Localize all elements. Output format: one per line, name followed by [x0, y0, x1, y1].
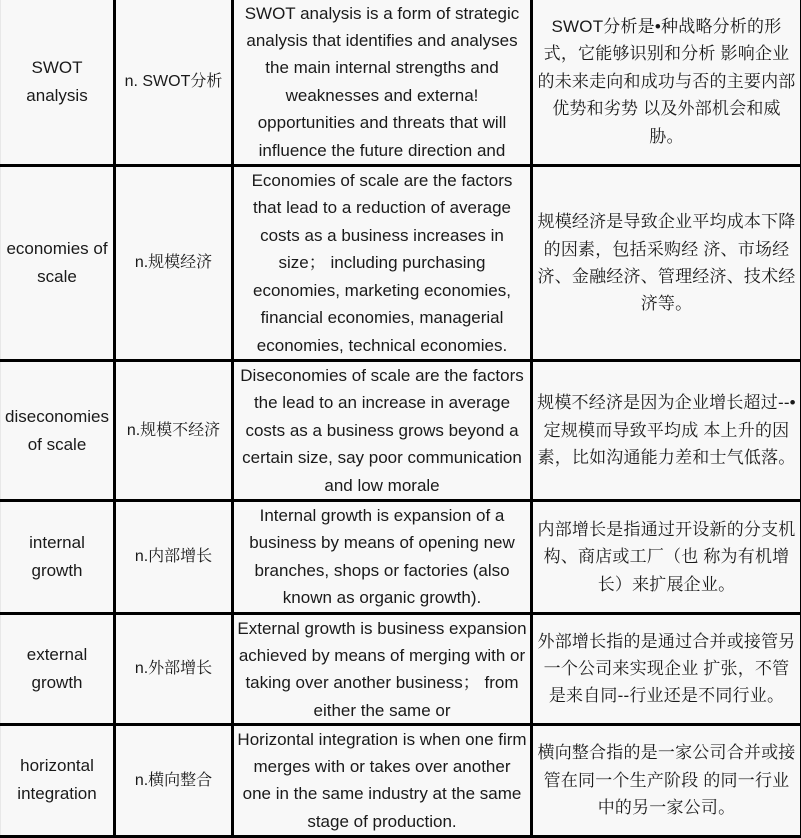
term-cell: SWOT analysis: [1, 0, 115, 166]
table-row: [1, 501, 801, 614]
definition-cell: [233, 613, 532, 724]
definition-cell: [233, 724, 532, 837]
table-row: [1, 166, 801, 361]
definition-text: External growth is business expansion achieved by means of merging with or taking over another business； from either the same or: [237, 615, 527, 723]
translation-cell: n.规模经济: [115, 166, 233, 361]
term-cell: horizontal integration: [1, 724, 115, 837]
translation-cell: n.横向整合: [115, 724, 233, 837]
table-row: [1, 361, 801, 501]
translation-cell: n.外部增长: [115, 613, 233, 724]
term-cell: internal growth: [1, 501, 115, 614]
chinese-explanation-cell: SWOT分析是•种战略分析的形式，它能够识别和分析 影响企业的未来走向和成功与否的主要内部优势和劣势 以及外部机会和威胁。: [532, 0, 801, 166]
table-row: [1, 0, 801, 166]
definition-cell: [233, 501, 532, 614]
chinese-explanation-cell: 内部增长是指通过开设新的分支机构、商店或工厂（也 称为有机增长）来扩展企业。: [532, 501, 801, 614]
definition-text: Internal growth is expansion of a business by means of opening new branches, shops or factories (also known as organic growth).: [237, 502, 527, 612]
definition-text: SWOT analysis is a form of strategic analysis that identifies and analyses the main internal strengths and weaknesses and externa! opportunities and threats that will influence the future direction and: [237, 0, 527, 164]
term-cell: external growth: [1, 613, 115, 724]
term-cell: diseconomies of scale: [1, 361, 115, 501]
term-cell: economies of scale: [1, 166, 115, 361]
chinese-explanation-cell: 外部增长指的是通过合并或接管另一个公司来实现企业 扩张，不管是来自同--行业还是不同行业。: [532, 613, 801, 724]
chinese-explanation-cell: 规模经济是导致企业平均成本下降的因素，包括采购经 济、市场经济、金融经济、管理经济、技术经济等。: [532, 166, 801, 361]
definition-cell: [233, 166, 532, 361]
table-row: [1, 613, 801, 724]
translation-cell: n.内部增长: [115, 501, 233, 614]
definition-text: Diseconomies of scale are the factors the lead to an increase in average costs as a business grows beyond a certain size, say poor communication and low morale: [237, 362, 527, 499]
definition-text: Economies of scale are the factors that lead to a reduction of average costs as a business increases in size； including purchasing economies, marketing economies, financial economies, managerial economies, technical economies.: [237, 167, 527, 359]
chinese-explanation-cell: 横向整合指的是一家公司合并或接管在同一个生产阶段 的同一行业中的另一家公司。: [532, 724, 801, 837]
chinese-explanation-cell: 规模不经济是因为企业增长超过--•定规模而导致平均成 本上升的因素，比如沟通能力差和士气低落。: [532, 361, 801, 501]
definition-cell: [233, 361, 532, 501]
translation-cell: n.规模不经济: [115, 361, 233, 501]
translation-cell: n. SWOT分析: [115, 0, 233, 166]
definition-text: Horizontal integration is when one firm merges with or takes over another one in the same industry at the same stage of production.: [237, 726, 527, 836]
table-row: [1, 724, 801, 837]
definition-cell: [233, 0, 532, 166]
